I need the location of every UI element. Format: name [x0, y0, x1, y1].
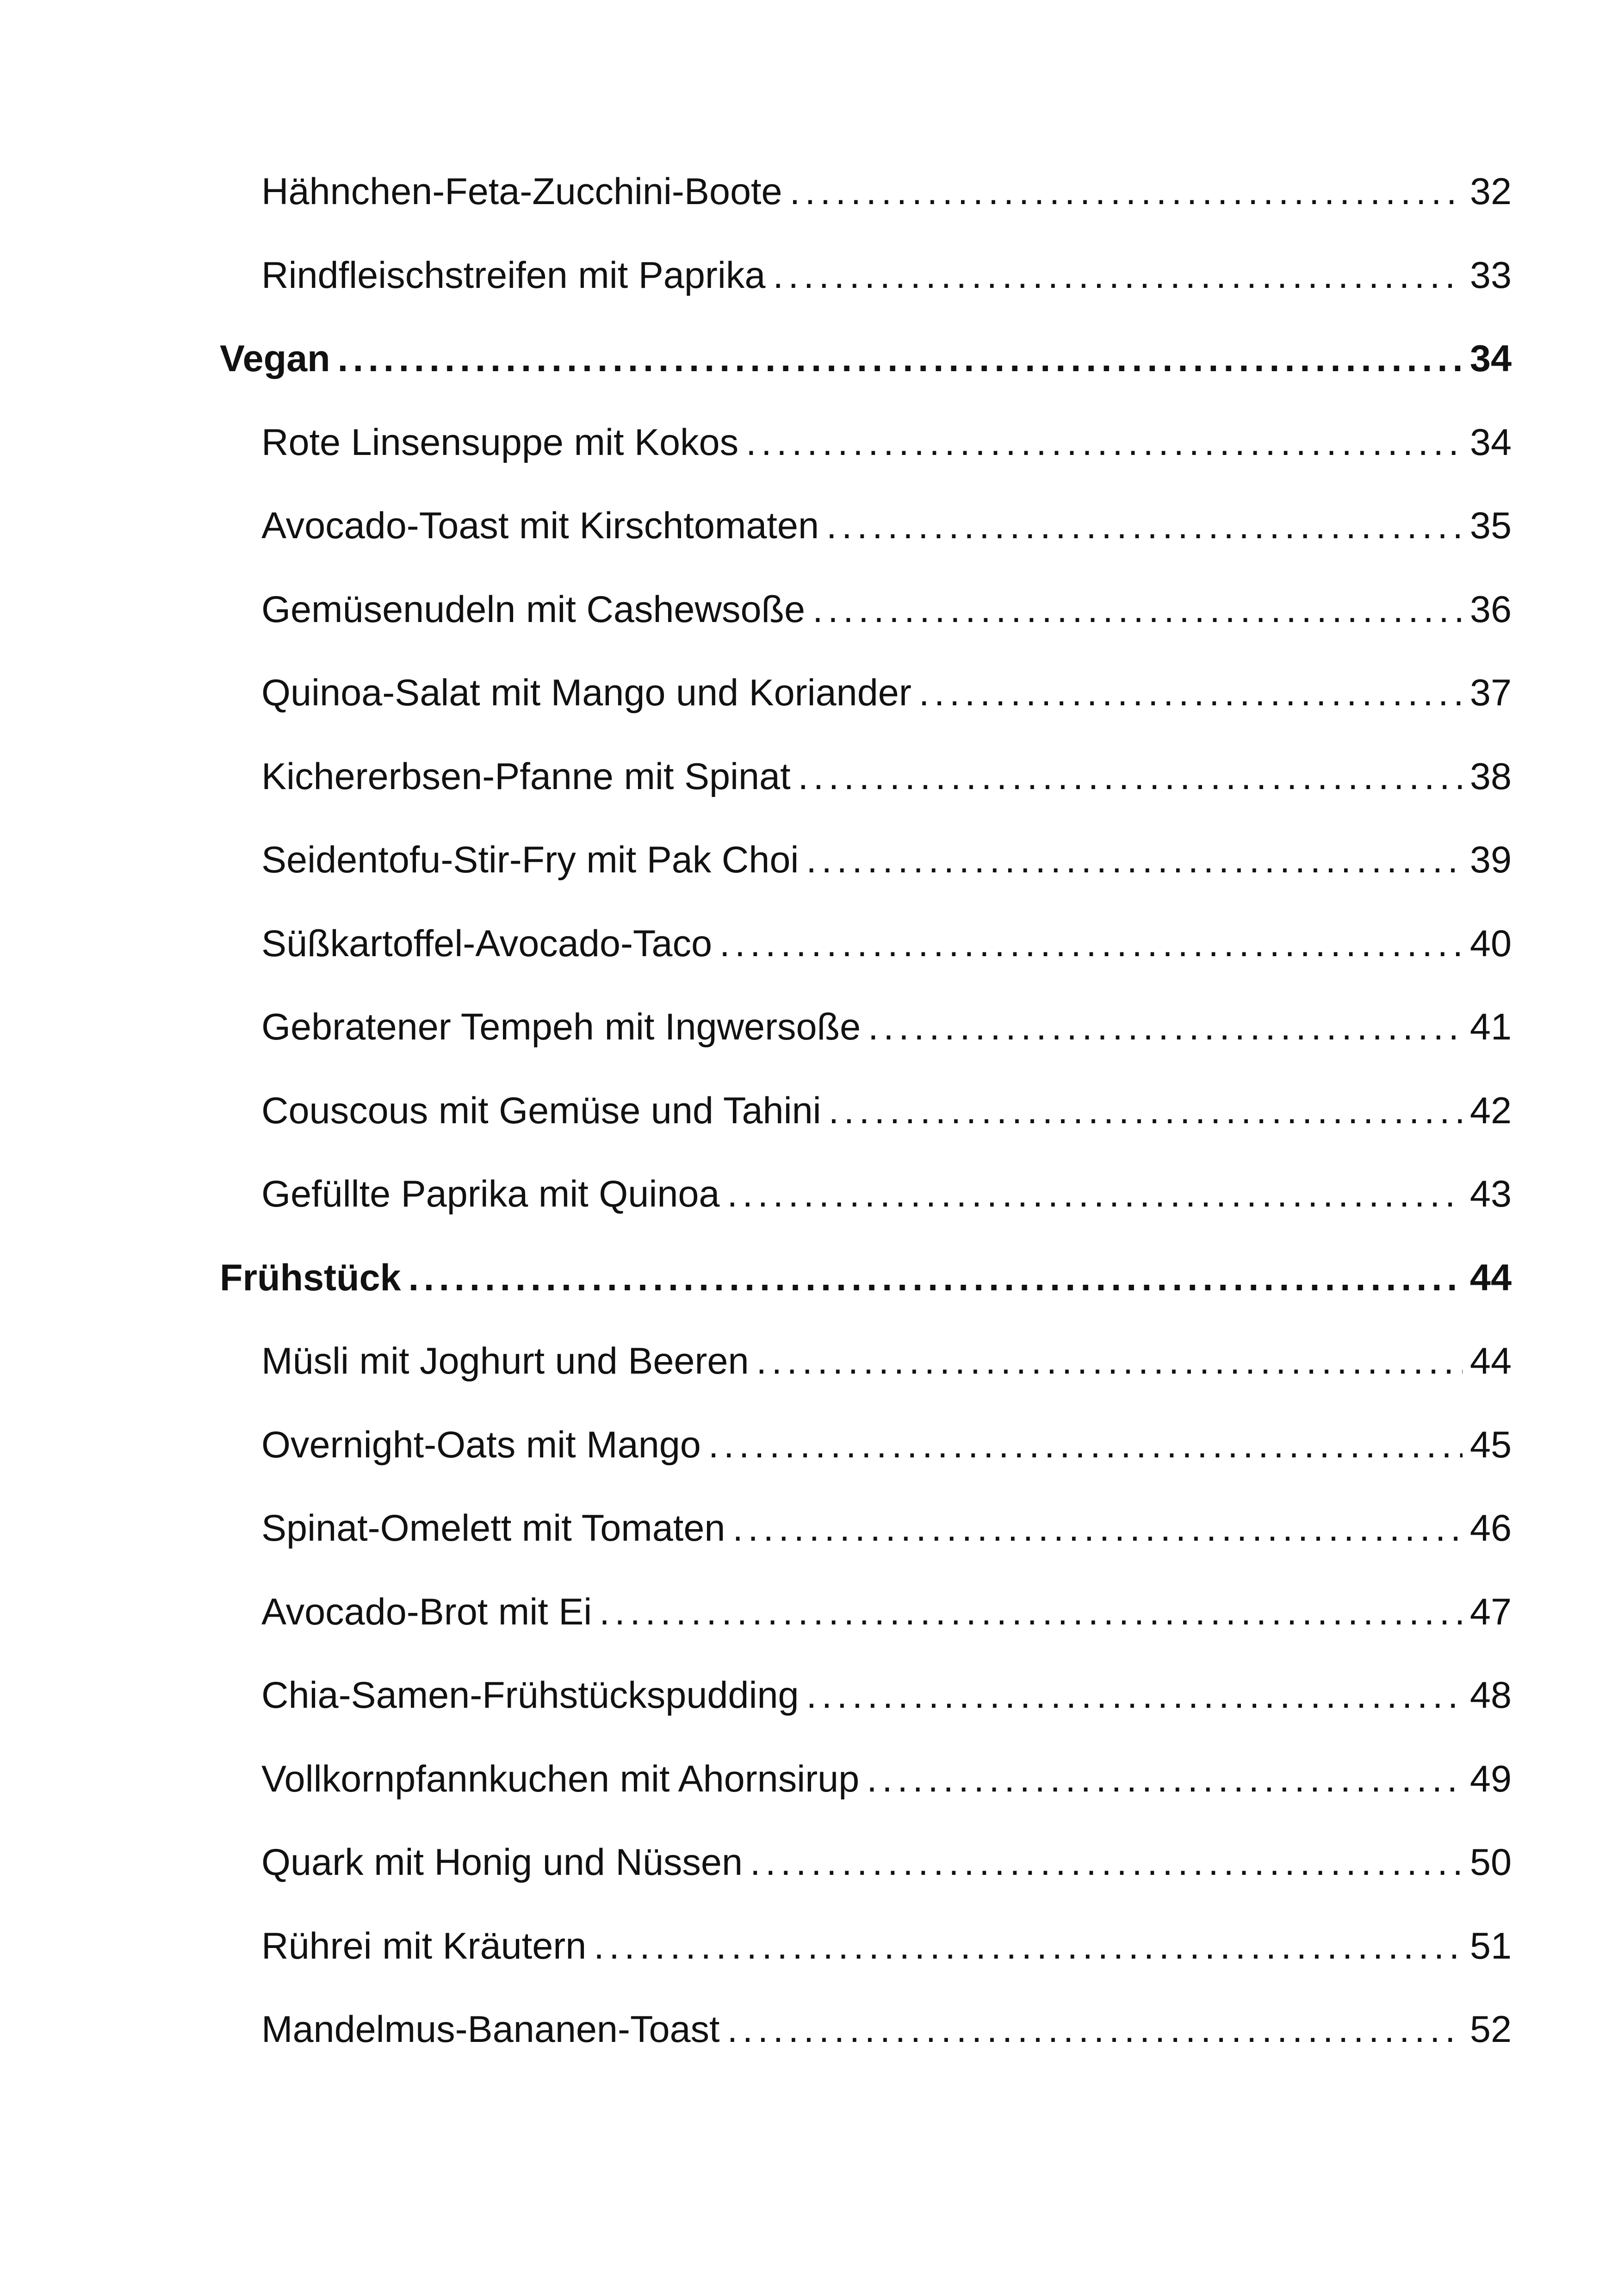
dot-leader — [829, 1083, 1463, 1139]
dot-leader — [812, 582, 1463, 637]
toc-entry-page: 51 — [1469, 1925, 1512, 1967]
toc-entry-vollkornpfannkuchen — [261, 1751, 1512, 1807]
toc-entry-gemuesenudeln — [261, 582, 1512, 637]
toc-entry-couscous — [261, 1083, 1512, 1139]
toc-entry-title: Seidentofu-Stir-Fry mit Pak Choi — [261, 839, 799, 881]
toc-entry-quinoa-salat — [261, 665, 1512, 721]
toc-entry-title: Quark mit Honig und Nüssen — [261, 1842, 743, 1883]
toc-entry-suesskartoffel-taco — [261, 916, 1512, 971]
toc-entry-page: 52 — [1469, 2009, 1512, 2050]
toc-entry-title: Gebratener Tempeh mit Ingwersoße — [261, 1006, 861, 1048]
toc-entry-title: Rote Linsensuppe mit Kokos — [261, 422, 739, 463]
dot-leader — [750, 1835, 1463, 1890]
toc-entry-page: 41 — [1469, 1006, 1512, 1048]
toc-entry-title: Gefüllte Paprika mit Quinoa — [261, 1173, 720, 1215]
toc-entry-page: 40 — [1469, 923, 1512, 964]
toc-entry-page: 37 — [1469, 672, 1512, 714]
toc-entry-page: 44 — [1469, 1340, 1512, 1382]
dot-leader — [919, 665, 1463, 721]
toc-entry-rote-linsensuppe — [261, 415, 1512, 470]
dot-leader — [727, 1166, 1462, 1222]
toc-entry-page: 39 — [1469, 839, 1512, 881]
toc-entry-title: Müsli mit Joghurt und Beeren — [261, 1340, 749, 1382]
toc-entry-title: Mandelmus-Bananen-Toast — [261, 2009, 720, 2050]
dot-leader — [806, 832, 1463, 888]
toc-entry-page: 33 — [1469, 255, 1512, 296]
toc-entry-spinat-omelett — [261, 1500, 1512, 1556]
toc-entry-page: 47 — [1469, 1591, 1512, 1633]
toc-entry-gefuellte-paprika — [261, 1166, 1512, 1222]
toc-section-vegan — [220, 331, 1512, 386]
toc-section-page: 34 — [1469, 338, 1512, 380]
dot-leader — [409, 1250, 1463, 1306]
dot-leader — [806, 1668, 1463, 1723]
toc-entry-title: Chia-Samen-Frühstückspudding — [261, 1674, 799, 1716]
dot-leader — [708, 1417, 1463, 1473]
toc-entry-title: Couscous mit Gemüse und Tahini — [261, 1090, 821, 1132]
dot-leader — [756, 1333, 1463, 1389]
toc-entry-title: Avocado-Toast mit Kirschtomaten — [261, 505, 819, 547]
toc-section-page: 44 — [1469, 1257, 1512, 1299]
dot-leader — [594, 1918, 1463, 1974]
dot-leader — [826, 498, 1463, 554]
dot-leader — [867, 1751, 1463, 1807]
dot-leader — [719, 916, 1463, 971]
dot-leader — [790, 164, 1463, 219]
toc-entry-avocado-toast — [261, 498, 1512, 554]
toc-entry-page: 45 — [1469, 1424, 1512, 1466]
toc-section-fruehstueck — [220, 1250, 1512, 1306]
toc-entry-page: 35 — [1469, 505, 1512, 547]
toc-entry-muesli — [261, 1333, 1512, 1389]
toc-entry-ruehrei — [261, 1918, 1512, 1974]
toc-entry-title: Rührei mit Kräutern — [261, 1925, 587, 1967]
dot-leader — [727, 2002, 1463, 2057]
toc-entry-title: Quinoa-Salat mit Mango und Koriander — [261, 672, 911, 714]
toc-entry-title: Süßkartoffel-Avocado-Taco — [261, 923, 713, 964]
toc-entry-title: Vollkornpfannkuchen mit Ahornsirup — [261, 1758, 860, 1800]
toc-entry-page: 43 — [1469, 1173, 1512, 1215]
toc-entry-title: Spinat-Omelett mit Tomaten — [261, 1507, 725, 1549]
toc-entry-haehnchen-feta-zucchini-boote — [261, 164, 1512, 219]
toc-entry-title: Kichererbsen-Pfanne mit Spinat — [261, 756, 791, 797]
dot-leader — [773, 248, 1462, 303]
toc-entry-page: 49 — [1469, 1758, 1512, 1800]
toc-entry-title: Gemüsenudeln mit Cashewsoße — [261, 589, 806, 630]
dot-leader — [338, 331, 1463, 386]
dot-leader — [868, 999, 1463, 1055]
toc-entry-page: 42 — [1469, 1090, 1512, 1132]
toc-entry-title: Overnight-Oats mit Mango — [261, 1424, 701, 1466]
dot-leader — [732, 1500, 1462, 1556]
toc-entry-title: Hähnchen-Feta-Zucchini-Boote — [261, 171, 782, 212]
toc-entry-quark — [261, 1835, 1512, 1890]
toc-entry-title: Avocado-Brot mit Ei — [261, 1591, 592, 1633]
toc-entry-kichererbsen-pfanne — [261, 749, 1512, 804]
toc-entry-page: 38 — [1469, 756, 1512, 797]
toc-entry-avocado-brot — [261, 1584, 1512, 1640]
toc-entry-page: 46 — [1469, 1507, 1512, 1549]
toc-entry-page: 48 — [1469, 1674, 1512, 1716]
toc-entry-page: 36 — [1469, 589, 1512, 630]
toc-entry-mandelmus-toast — [261, 2002, 1512, 2057]
toc-entry-page: 34 — [1469, 422, 1512, 463]
toc-section-title: Vegan — [220, 338, 330, 380]
dot-leader — [599, 1584, 1463, 1640]
toc-entry-title: Rindfleischstreifen mit Paprika — [261, 255, 766, 296]
dot-leader — [798, 749, 1463, 804]
toc-section-title: Frühstück — [220, 1257, 401, 1299]
toc-entry-chia-pudding — [261, 1668, 1512, 1723]
dot-leader — [746, 415, 1463, 470]
toc-entry-gebratener-tempeh — [261, 999, 1512, 1055]
toc-entry-seidentofu-stir-fry — [261, 832, 1512, 888]
toc-entry-page: 50 — [1469, 1842, 1512, 1883]
toc-entry-overnight-oats — [261, 1417, 1512, 1473]
toc-entry-rindfleischstreifen — [261, 248, 1512, 303]
toc-entry-page: 32 — [1469, 171, 1512, 212]
